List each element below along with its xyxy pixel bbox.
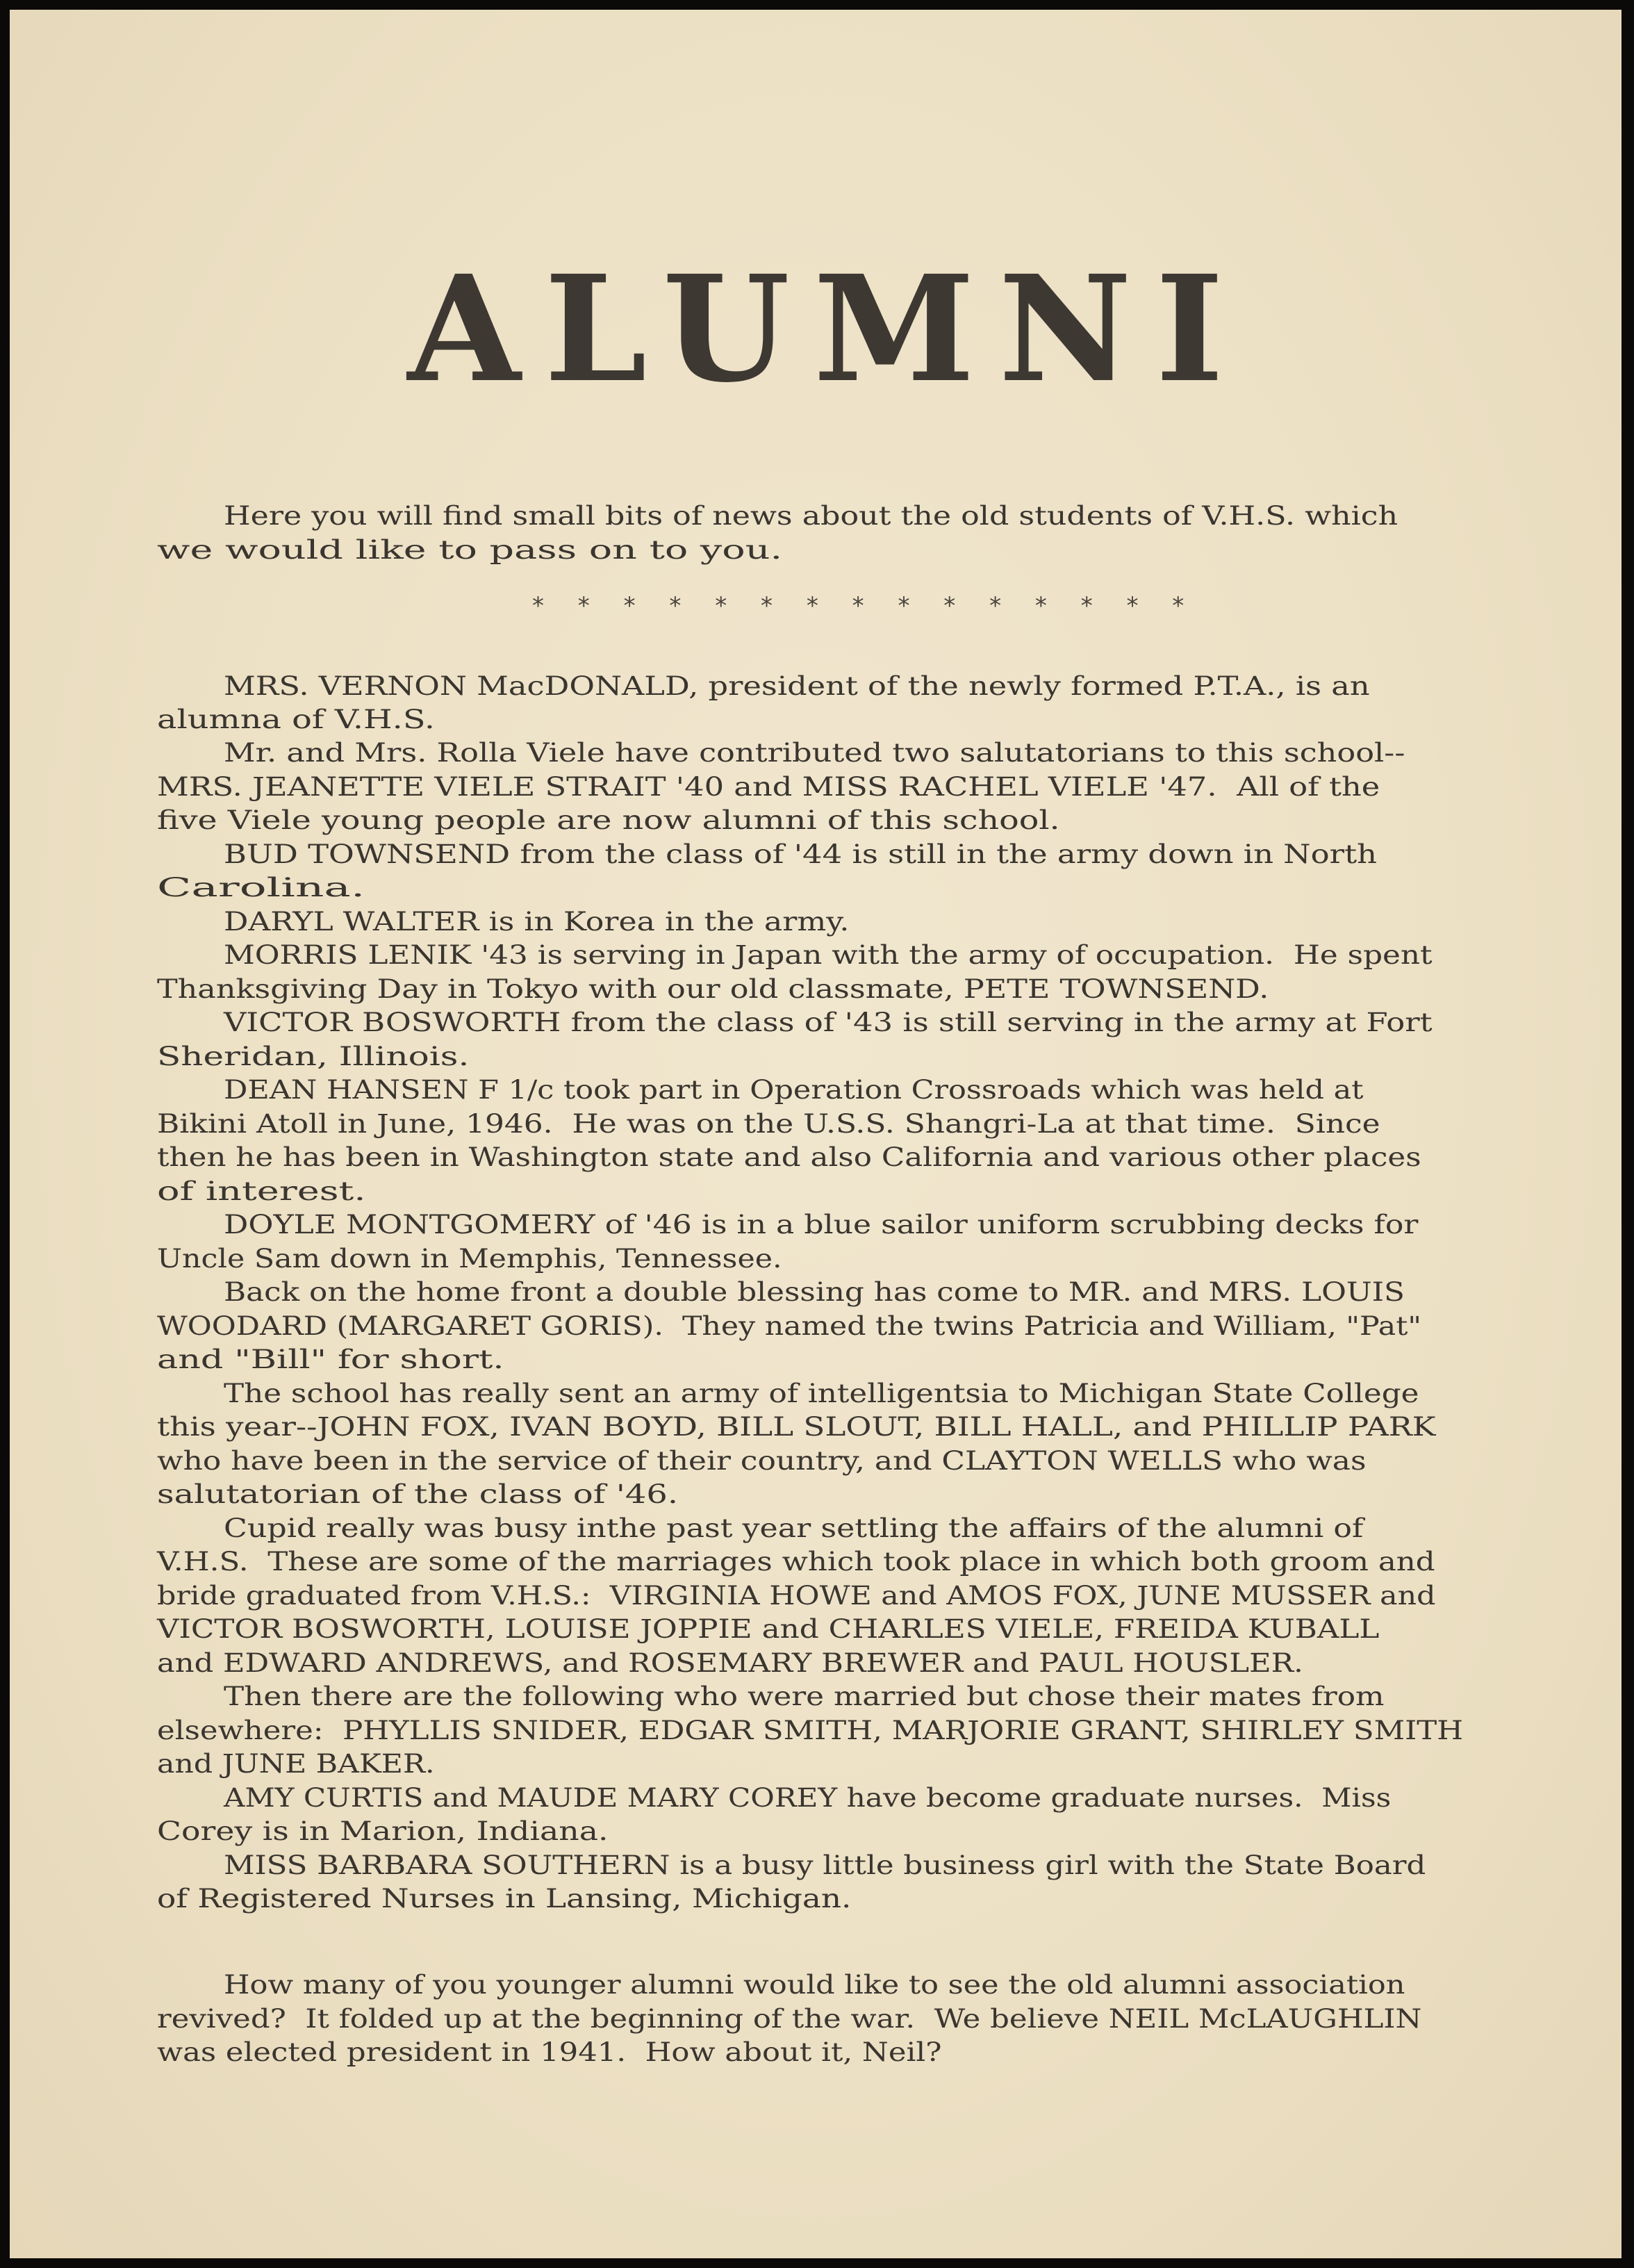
body-line: V.H.S. These are some of the marriages which took place in which both groom and: [157, 1547, 1435, 1577]
body-line: VICTOR BOSWORTH, LOUISE JOPPIE and CHARLES VIELE, FREIDA KUBALL: [157, 1614, 1380, 1644]
body-line: BUD TOWNSEND from the class of '44 is still in the army down in North: [224, 839, 1378, 869]
body-line: and JUNE BAKER.: [157, 1749, 435, 1779]
closing-line: How many of you younger alumni would like to see the old alumni association: [224, 1970, 1405, 2000]
body-line: MORRIS LENIK '43 is serving in Japan with the army of occupation. He spent: [224, 940, 1433, 970]
body-line: Mr. and Mrs. Rolla Viele have contributed two salutatorians to this school--: [224, 738, 1405, 768]
body-line: and "Bill" for short.: [157, 1345, 504, 1374]
body-line: who have been in the service of their country, and CLAYTON WELLS who was: [157, 1446, 1367, 1476]
body-line: elsewhere: PHYLLIS SNIDER, EDGAR SMITH, MARJORIE GRANT, SHIRLEY SMITH: [157, 1716, 1464, 1745]
body-line: WOODARD (MARGARET GORIS). They named the twins Patricia and William, "Pat": [157, 1311, 1421, 1341]
body-line: and EDWARD ANDREWS, and ROSEMARY BREWER and PAUL HOUSLER.: [157, 1648, 1303, 1678]
body-line: AMY CURTIS and MAUDE MARY COREY have become graduate nurses. Miss: [224, 1783, 1392, 1813]
closing-line: revived? It folded up at the beginning of the war. We believe NEIL McLAUGHLIN: [157, 2004, 1422, 2034]
body-line: Cupid really was busy inthe past year settling the affairs of the alumni of: [224, 1513, 1364, 1543]
body-line: alumna of V.H.S.: [157, 705, 436, 734]
body-line: Then there are the following who were married but chose their mates from: [224, 1682, 1385, 1711]
body-line: bride graduated from V.H.S.: VIRGINIA HOWE and AMOS FOX, JUNE MUSSER and: [157, 1581, 1436, 1611]
body-line: Corey is in Marion, Indiana.: [157, 1816, 609, 1846]
body-line: The school has really sent an army of intelligentsia to Michigan State College: [224, 1379, 1419, 1408]
body-line: Back on the home front a double blessing has come to MR. and MRS. LOUIS: [224, 1277, 1405, 1307]
document-page: [10, 10, 1621, 2258]
body-line: MISS BARBARA SOUTHERN is a busy little business girl with the State Board: [224, 1850, 1426, 1880]
separator: * * * * * * * * * * * * * * *: [532, 592, 1198, 620]
intro-line: Here you will find small bits of news about the old students of V.H.S. which: [224, 501, 1398, 531]
body-line: five Viele young people are now alumni of this school.: [157, 805, 1060, 835]
body-line: of Registered Nurses in Lansing, Michigan.: [157, 1884, 852, 1914]
body-line: then he has been in Washington state and also California and various other places: [157, 1142, 1421, 1172]
body-line: Uncle Sam down in Memphis, Tennessee.: [157, 1244, 782, 1274]
body-line: salutatorian of the class of '46.: [157, 1479, 679, 1509]
body-line: Thanksgiving Day in Tokyo with our old classmate, PETE TOWNSEND.: [157, 974, 1269, 1004]
body-line: DEAN HANSEN F 1/c took part in Operation Crossroads which was held at: [224, 1075, 1364, 1105]
body-line: Sheridan, Illinois.: [157, 1042, 470, 1071]
closing-line: was elected president in 1941. How about it, Neil?: [157, 2037, 942, 2067]
body-line: Carolina.: [157, 873, 365, 903]
intro-line: we would like to pass on to you.: [157, 535, 783, 565]
body-line: MRS. VERNON MacDONALD, president of the newly formed P.T.A., is an: [224, 671, 1370, 701]
body-line: Bikini Atoll in June, 1946. He was on the U.S.S. Shangri-La at that time. Since: [157, 1109, 1380, 1139]
body-line: DOYLE MONTGOMERY of '46 is in a blue sailor uniform scrubbing decks for: [224, 1210, 1419, 1240]
page-title: ALUMNI: [407, 243, 1248, 415]
body-line: DARYL WALTER is in Korea in the army.: [224, 907, 850, 937]
body-line: MRS. JEANETTE VIELE STRAIT '40 and MISS RACHEL VIELE '47. All of the: [157, 772, 1380, 802]
body-line: this year--JOHN FOX, IVAN BOYD, BILL SLOUT, BILL HALL, and PHILLIP PARK: [157, 1412, 1436, 1442]
body-line: VICTOR BOSWORTH from the class of '43 is still serving in the army at Fort: [224, 1008, 1433, 1037]
body-line: of interest.: [157, 1176, 366, 1206]
